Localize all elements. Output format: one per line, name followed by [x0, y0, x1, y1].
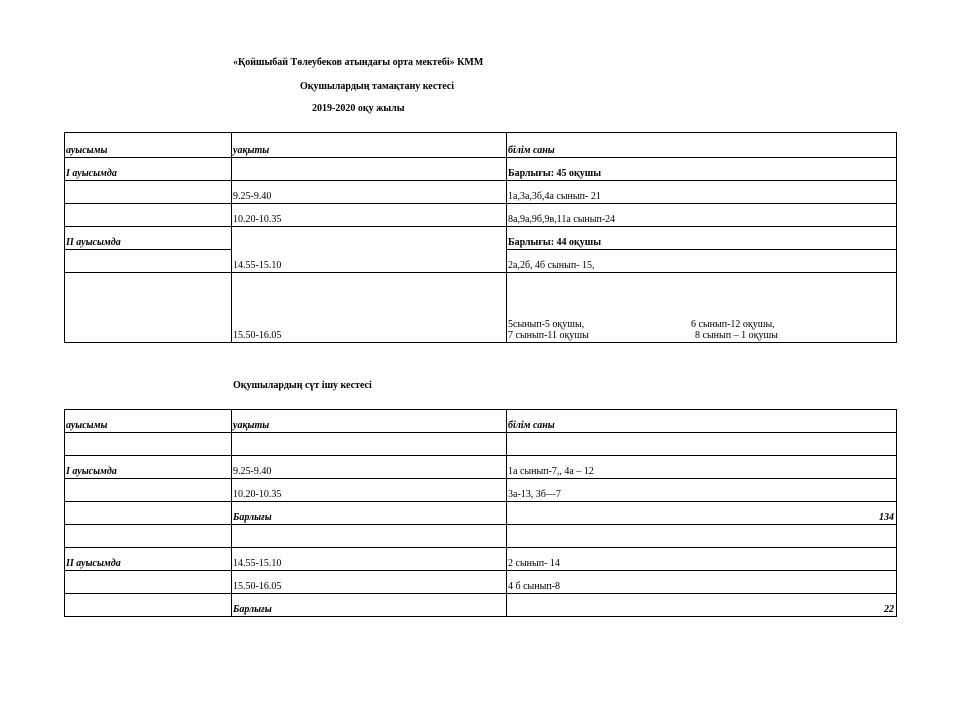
table-row [65, 204, 897, 227]
shift-cell [65, 433, 232, 456]
time-cell [232, 158, 507, 181]
class-count-text: 7 сынып-11 оқушы [508, 330, 589, 341]
total-cell: Барлығы: 44 оқушы [507, 227, 897, 250]
shift-label: І ауысымда [65, 456, 232, 479]
time-cell: 14.55-15.10 [232, 548, 507, 571]
time-cell: 10.20-10.35 [232, 204, 507, 227]
class-count-cell [507, 273, 897, 343]
shift-cell [65, 571, 232, 594]
class-count-cell: 2 сынып- 14 [507, 548, 897, 571]
table-row [65, 594, 897, 617]
header-time: уақыты [232, 410, 507, 433]
table-row [65, 158, 897, 181]
table-header-row [65, 410, 897, 433]
time-cell: 9.25-9.40 [232, 456, 507, 479]
total-label: Барлығы [232, 594, 507, 617]
table-row [65, 548, 897, 571]
shift-cell [65, 594, 232, 617]
milk-schedule-table [64, 409, 897, 617]
header-shift: ауысымы [65, 410, 232, 433]
shift-label: І ауысымда [65, 158, 232, 181]
shift-cell [65, 181, 232, 204]
shift-cell [65, 502, 232, 525]
class-count-cell: 8а,9а,9б,9в,11а сынып-24 [507, 204, 897, 227]
class-count-cell: 3а-13, 3б—7 [507, 479, 897, 502]
shift-label: ІІ ауысымда [65, 548, 232, 571]
milk-schedule-title: Оқушылардың сүт ішу кестесі [233, 380, 372, 391]
header-time: уақыты [232, 133, 507, 158]
table-row [65, 181, 897, 204]
class-count-cell: 1а сынып-7,, 4а – 12 [507, 456, 897, 479]
class-count-text: 5сынып-5 оқушы, [508, 319, 585, 330]
total-value: 22 [507, 594, 897, 617]
table-row [65, 456, 897, 479]
shift-cell [65, 273, 232, 343]
table-row [65, 479, 897, 502]
table-row [65, 502, 897, 525]
shift-cell [65, 525, 232, 548]
class-count-cell: 4 б сынып-8 [507, 571, 897, 594]
total-value: 134 [507, 502, 897, 525]
shift-cell [65, 250, 232, 273]
time-cell [232, 433, 507, 456]
meal-schedule-title: Оқушылардың тамақтану кестесі [300, 81, 454, 92]
shift-cell [65, 479, 232, 502]
academic-year: 2019-2020 оқу жылы [312, 103, 405, 114]
time-cell: 9.25-9.40 [232, 181, 507, 204]
class-count-cell [507, 433, 897, 456]
table-row [65, 571, 897, 594]
header-shift: ауысымы [65, 133, 232, 158]
table-row [65, 525, 897, 548]
meal-schedule-table [64, 132, 897, 343]
total-label: Барлығы [232, 502, 507, 525]
time-cell: 14.55-15.10 [232, 227, 507, 273]
class-count-cell: 1а,3а,3б,4а сынып- 21 [507, 181, 897, 204]
header-count: білім саны [507, 410, 897, 433]
table-row [65, 433, 897, 456]
time-cell: 15.50-16.05 [232, 571, 507, 594]
table-header-row [65, 133, 897, 158]
header-count: білім саны [507, 133, 897, 158]
school-name: «Қойшыбай Төлеубеков атындағы орта мектебі» КММ [233, 57, 484, 68]
time-cell [232, 525, 507, 548]
total-cell: Барлығы: 45 оқушы [507, 158, 897, 181]
shift-label: ІІ ауысымда [65, 227, 232, 250]
class-count-text: 8 сынып – 1 оқушы [695, 330, 778, 341]
time-cell: 10.20-10.35 [232, 479, 507, 502]
time-cell: 15.50-16.05 [232, 273, 507, 343]
table-row [65, 273, 897, 343]
class-count-text: 6 сынып-12 оқушы, [691, 319, 775, 330]
shift-cell [65, 204, 232, 227]
class-count-cell [507, 525, 897, 548]
class-count-cell: 2а,2б, 4б сынып- 15, [507, 250, 897, 273]
table-row [65, 227, 897, 250]
